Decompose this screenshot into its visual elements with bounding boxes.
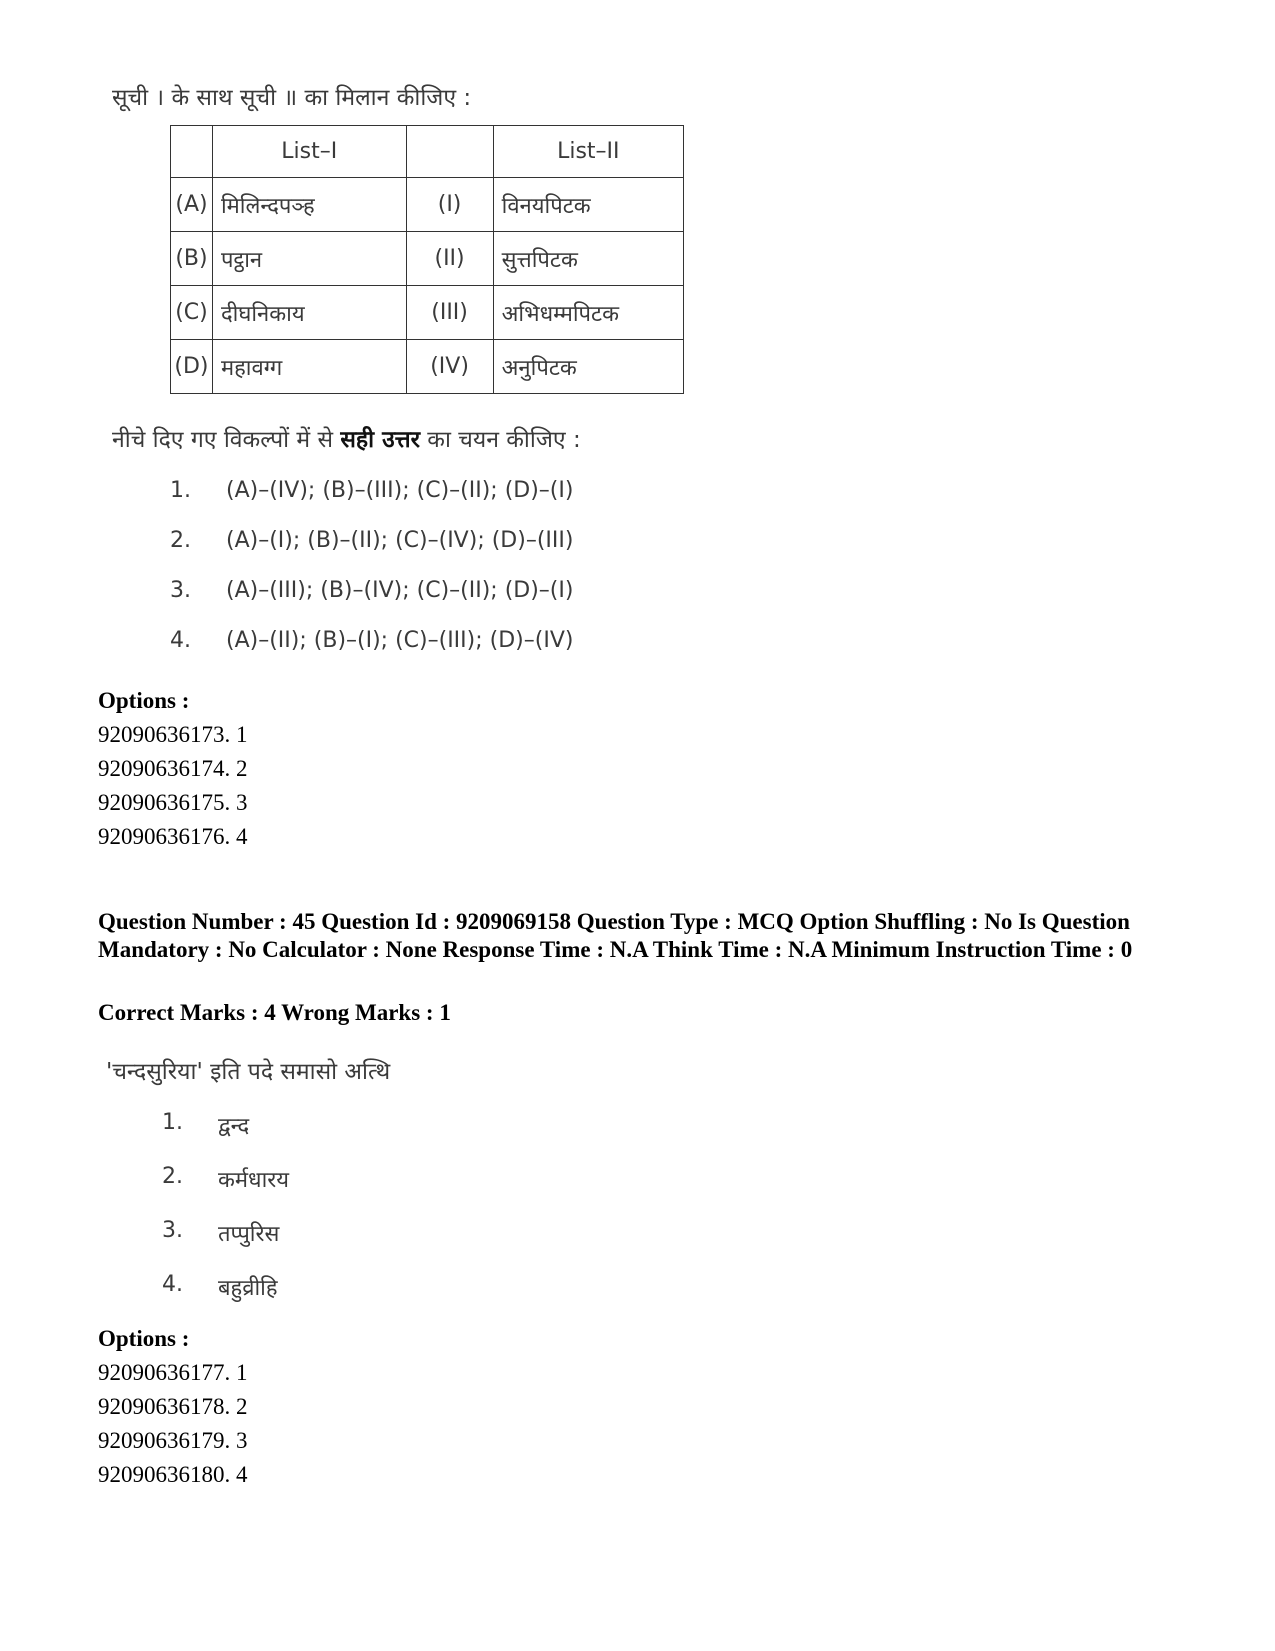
select-prefix: नीचे दिए गए विकल्पों में से — [112, 427, 341, 453]
choice-text: कर्मधारय — [218, 1168, 290, 1193]
choice-number: 2. — [170, 528, 191, 553]
table-cell: विनयपिटक — [493, 178, 683, 232]
select-bold: सही उत्तर — [340, 427, 420, 453]
q44-option-id: 92090636173. 1 — [98, 722, 248, 747]
choice-number: 1. — [162, 1110, 183, 1135]
choice-number: 3. — [162, 1218, 183, 1243]
q45-marks: Correct Marks : 4 Wrong Marks : 1 — [98, 1000, 451, 1025]
table-row — [171, 340, 684, 394]
table-cell: (A) — [171, 178, 213, 232]
table-cell: (III) — [406, 286, 493, 340]
choice-number: 2. — [162, 1164, 183, 1189]
q44-options-label: Options : — [98, 688, 190, 713]
q44-select-instruction — [112, 422, 581, 454]
table-cell: (C) — [171, 286, 213, 340]
table-cell: अभिधम्मपिटक — [493, 286, 683, 340]
q45-option-id: 92090636179. 3 — [98, 1428, 248, 1453]
table-row — [171, 286, 684, 340]
table-header-cell: List–I — [212, 126, 406, 178]
q45-question: 'चन्दसुरिया' इति पदे समासो अत्थि — [106, 1059, 391, 1085]
match-table — [170, 125, 684, 394]
table-cell: (D) — [171, 340, 213, 394]
choice-text: तप्पुरिस — [218, 1222, 280, 1247]
q44-option-id: 92090636174. 2 — [98, 756, 248, 781]
q45-options-label: Options : — [98, 1326, 190, 1351]
choice-text: (A)–(II); (B)–(I); (C)–(III); (D)–(IV) — [226, 628, 574, 653]
table-cell: मिलिन्दपञ्ह — [212, 178, 406, 232]
table-cell: (II) — [406, 232, 493, 286]
table-cell: महावग्ग — [212, 340, 406, 394]
q44-instruction: सूची । के साथ सूची ॥ का मिलान कीजिए : — [112, 85, 472, 111]
select-suffix: का चयन कीजिए : — [420, 427, 581, 453]
table-cell: (IV) — [406, 340, 493, 394]
choice-number: 4. — [170, 628, 191, 653]
table-cell: सुत्तपिटक — [493, 232, 683, 286]
table-header-row — [171, 126, 684, 178]
q45-option-id: 92090636178. 2 — [98, 1394, 248, 1419]
q44-option-id: 92090636176. 4 — [98, 824, 248, 849]
table-cell: दीघनिकाय — [212, 286, 406, 340]
table-cell: पट्ठान — [212, 232, 406, 286]
choice-text: बहुव्रीहि — [218, 1276, 278, 1301]
table-row — [171, 178, 684, 232]
choice-text: (A)–(IV); (B)–(III); (C)–(II); (D)–(I) — [226, 478, 574, 503]
q45-option-id: 92090636177. 1 — [98, 1360, 248, 1385]
choice-number: 3. — [170, 578, 191, 603]
choice-number: 1. — [170, 478, 191, 503]
table-cell: (I) — [406, 178, 493, 232]
table-header-cell: List–II — [493, 126, 683, 178]
q44-option-id: 92090636175. 3 — [98, 790, 248, 815]
choice-number: 4. — [162, 1272, 183, 1297]
table-header-cell — [406, 126, 493, 178]
choice-text: (A)–(III); (B)–(IV); (C)–(II); (D)–(I) — [226, 578, 574, 603]
table-row — [171, 232, 684, 286]
choice-text: (A)–(I); (B)–(II); (C)–(IV); (D)–(III) — [226, 528, 574, 553]
table-header-cell — [171, 126, 213, 178]
table-cell: अनुपिटक — [493, 340, 683, 394]
q45-meta: Question Number : 45 Question Id : 9209069158 Question Type : MCQ Option Shuffling : No Is Question Mandatory : No Calculator : None Response Time : N.A Think Time : N.A Minimum Instruction Time : 0 — [98, 909, 1133, 962]
choice-text: द्वन्द — [218, 1114, 250, 1139]
table-cell: (B) — [171, 232, 213, 286]
q45-option-id: 92090636180. 4 — [98, 1462, 248, 1487]
